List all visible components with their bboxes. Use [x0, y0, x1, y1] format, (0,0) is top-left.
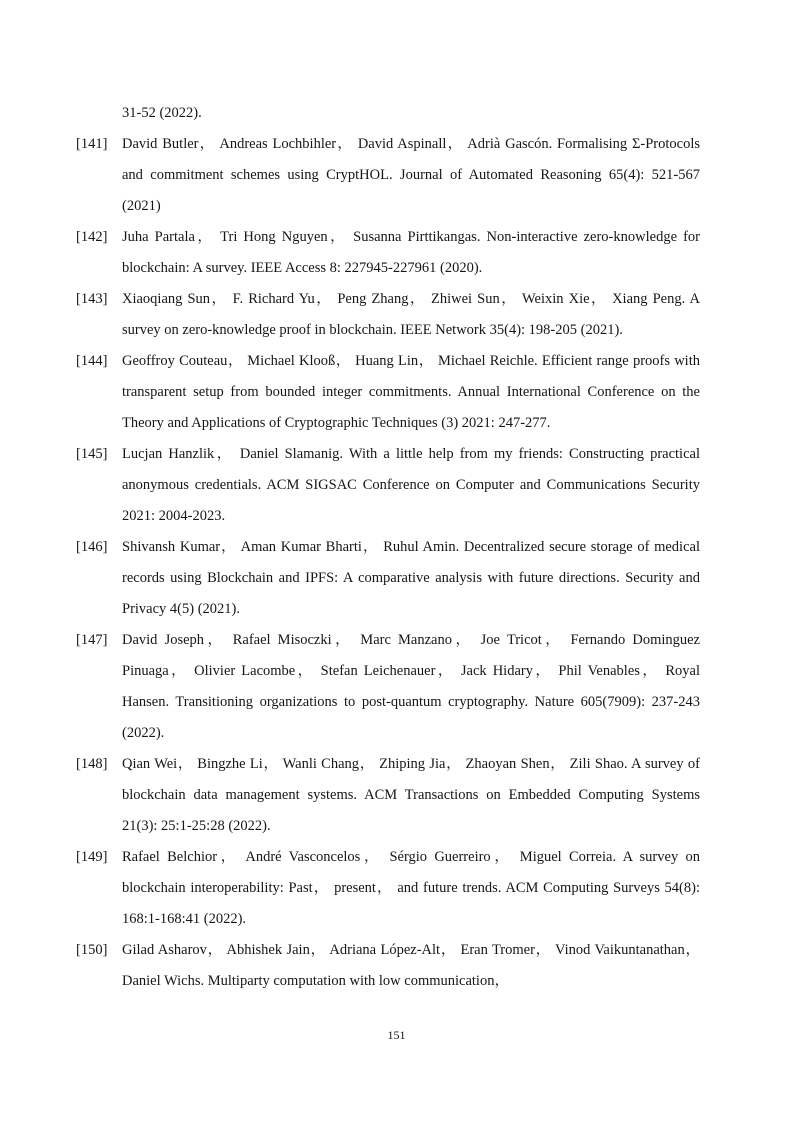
reference-text: Juha Partala， Tri Hong Nguyen， Susanna Pirttikangas. Non-interactive zero-knowledge for blockchain: A survey. IEEE Access 8: 227945-227961 (2020).	[122, 229, 700, 276]
reference-number: [143]	[76, 291, 108, 307]
reference-text: Lucjan Hanzlik， Daniel Slamanig. With a little help from my friends: Constructing practical anonymous credentials. ACM SIGSAC Conference on Computer and Communications Security 2021: 2004-2023.	[122, 446, 700, 524]
reference-text: Geoffroy Couteau， Michael Klooß， Huang Lin， Michael Reichle. Efficient range proofs with transparent setup from bounded integer commitments. Annual International Conference on the Theory and Applications of Cryptographic Techniques (3) 2021: 247-277.	[122, 353, 700, 431]
reference-number: [145]	[76, 446, 108, 462]
reference-number: [149]	[76, 849, 108, 865]
reference-item	[76, 749, 700, 842]
reference-item	[76, 129, 700, 222]
reference-text: Qian Wei， Bingzhe Li， Wanli Chang， Zhiping Jia， Zhaoyan Shen， Zili Shao. A survey of blockchain data management systems. ACM Transactions on Embedded Computing Systems 21(3): 25:1-25:28 (2022).	[122, 756, 700, 834]
reference-number: [141]	[76, 136, 108, 152]
reference-number: [142]	[76, 229, 108, 245]
reference-number: [148]	[76, 756, 108, 772]
reference-list	[76, 129, 700, 997]
reference-text: David Butler， Andreas Lochbihler， David Aspinall， Adrià Gascón. Formalising Σ-Protocols and commitment schemes using CryptHOL. Journal of Automated Reasoning 65(4): 521-567 (2021)	[122, 136, 700, 214]
reference-text: Rafael Belchior， André Vasconcelos， Sérgio Guerreiro， Miguel Correia. A survey on blockchain interoperability: Past， present， and future trends. ACM Computing Surveys 54(8): 168:1-168:41 (2022).	[122, 849, 700, 927]
reference-text: Gilad Asharov， Abhishek Jain， Adriana López-Alt， Eran Tromer， Vinod Vaikuntanathan， Daniel Wichs. Multiparty computation with low communication，	[122, 942, 700, 989]
reference-item	[76, 284, 700, 346]
reference-continuation: 31-52 (2022).	[122, 105, 202, 121]
reference-item	[76, 222, 700, 284]
reference-item	[76, 625, 700, 749]
reference-text: Shivansh Kumar， Aman Kumar Bharti， Ruhul Amin. Decentralized secure storage of medical records using Blockchain and IPFS: A comparative analysis with future directions. Security and Privacy 4(5) (2021).	[122, 539, 700, 617]
reference-item	[76, 439, 700, 532]
reference-item	[76, 346, 700, 439]
reference-number: [146]	[76, 539, 108, 555]
page-number: 151	[387, 1028, 406, 1042]
reference-item	[76, 842, 700, 935]
reference-number: [150]	[76, 942, 108, 958]
reference-text: Xiaoqiang Sun， F. Richard Yu， Peng Zhang， Zhiwei Sun， Weixin Xie， Xiang Peng. A survey on zero-knowledge proof in blockchain. IEEE Network 35(4): 198-205 (2021).	[122, 291, 700, 338]
reference-number: [144]	[76, 353, 108, 369]
reference-item	[76, 935, 700, 997]
reference-item	[76, 532, 700, 625]
reference-text: David Joseph， Rafael Misoczki， Marc Manzano， Joe Tricot， Fernando Dominguez Pinuaga， Olivier Lacombe， Stefan Leichenauer， Jack Hidary， Phil Venables， Royal Hansen. Transitioning organizations to post-quantum cryptography. Nature 605(7909): 237-243 (2022).	[122, 632, 700, 741]
reference-number: [147]	[76, 632, 108, 648]
